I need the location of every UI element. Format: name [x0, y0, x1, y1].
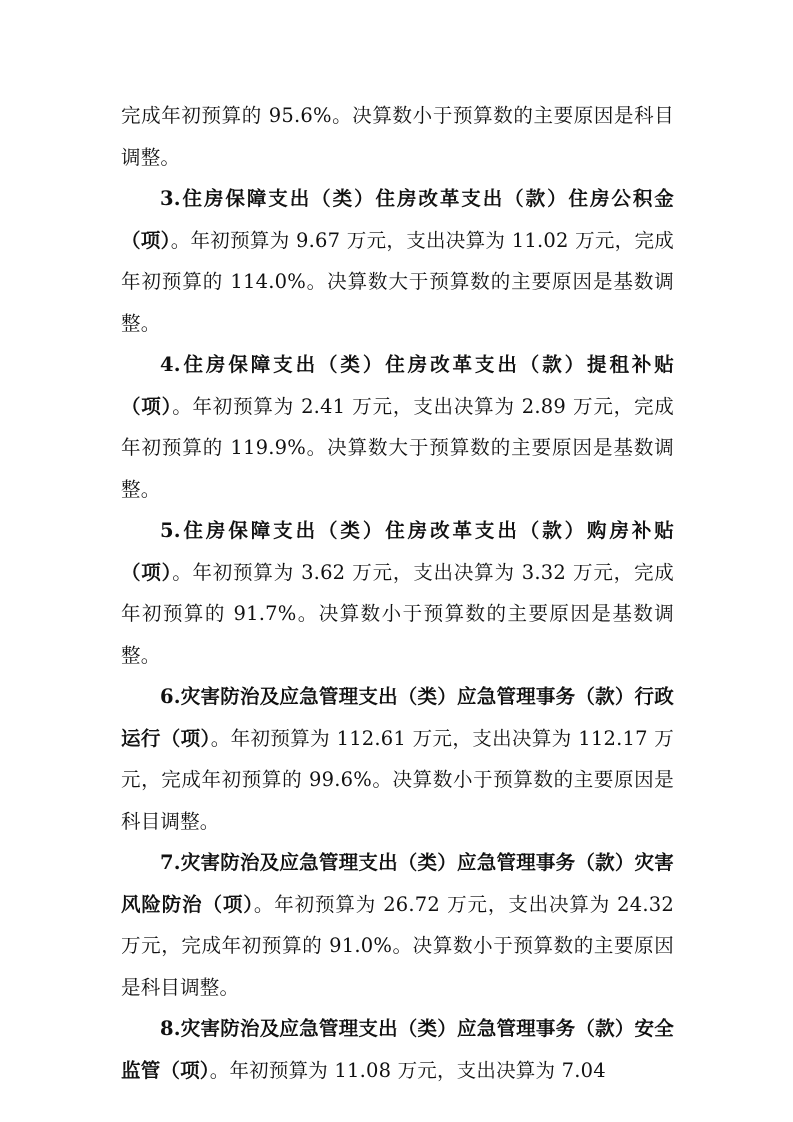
paragraph-item-7 [121, 842, 674, 1008]
paragraph-body: 完成年初预算的 95.6%。决算数小于预算数的主要原因是科目调整。 [121, 104, 674, 169]
paragraph-heading: 6.灾害防治及应急管理支出（类）应急管理事务（款）行政运行（项） [121, 685, 674, 750]
paragraph-body: 。年初预算为 3.62 万元，支出决算为 3.32 万元，完成年初预算的 91.7%。决算数小于预算数的主要原因是基数调整。 [121, 560, 674, 667]
paragraph-body: 。年初预算为 2.41 万元，支出决算为 2.89 万元，完成年初预算的 119.9%。决算数大于预算数的主要原因是基数调整。 [121, 394, 674, 501]
paragraph-body: 。年初预算为 26.72 万元，支出决算为 24.32 万元，完成年初预算的 91.0%。决算数小于预算数的主要原因是科目调整。 [121, 892, 674, 999]
paragraph-heading: 4.住房保障支出（类）住房改革支出（款）提租补贴（项） [121, 353, 674, 418]
paragraph-continuation [121, 95, 674, 178]
paragraph-item-6 [121, 676, 674, 842]
paragraph-item-3 [121, 178, 674, 344]
paragraph-item-8 [121, 1008, 674, 1091]
paragraph-body: 。年初预算为 9.67 万元，支出决算为 11.02 万元，完成年初预算的 114.0%。决算数大于预算数的主要原因是基数调整。 [121, 228, 675, 335]
paragraph-body: 。年初预算为 11.08 万元，支出决算为 7.04 [209, 1058, 606, 1082]
document-body [121, 95, 674, 1091]
paragraph-heading: 3.住房保障支出（类）住房改革支出（款）住房公积金（项） [121, 187, 674, 252]
paragraph-heading: 7.灾害防治及应急管理支出（类）应急管理事务（款）灾害风险防治（项） [121, 851, 674, 916]
paragraph-heading: 5.住房保障支出（类）住房改革支出（款）购房补贴（项） [121, 519, 674, 584]
paragraph-body: 。年初预算为 112.61 万元，支出决算为 112.17 万元，完成年初预算的 99.6%。决算数小于预算数的主要原因是科目调整。 [121, 726, 674, 833]
paragraph-item-5 [121, 510, 674, 676]
paragraph-item-4 [121, 344, 674, 510]
paragraph-heading: 8.灾害防治及应急管理支出（类）应急管理事务（款）安全监管（项） [121, 1017, 674, 1082]
